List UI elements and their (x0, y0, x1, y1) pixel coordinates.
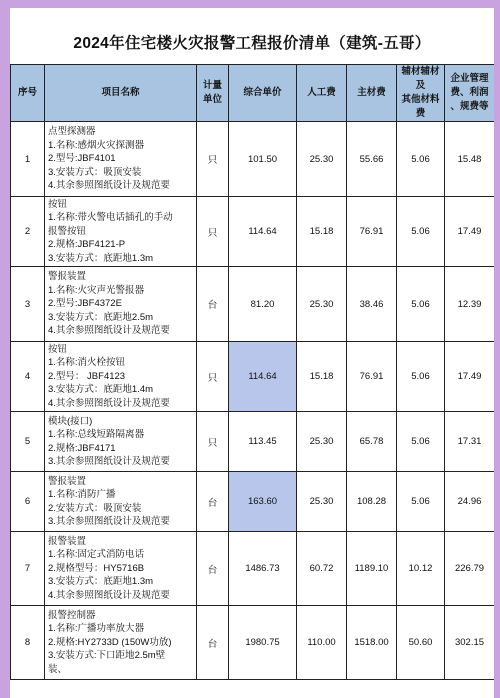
cell-name (45, 472, 197, 532)
cell-price: 114.64 (229, 197, 297, 267)
header-unit (197, 65, 229, 122)
cell-no: 7 (11, 532, 45, 606)
cell-material: 65.78 (347, 412, 397, 472)
cell-material: 108.28 (347, 472, 397, 532)
item-description-line: 1.名称:感烟火灾探测器 (48, 139, 145, 151)
cell-price: 101.50 (229, 122, 297, 197)
item-description-line: 2.型号:JBF4372E (48, 298, 122, 310)
cell-name (45, 267, 197, 342)
cell-unit: 台 (197, 267, 229, 342)
cell-aux: 5.06 (397, 267, 445, 342)
table-row (11, 532, 495, 606)
table-row (11, 472, 495, 532)
cell-no: 6 (11, 472, 45, 532)
cell-price: 163.60 (229, 472, 297, 532)
cell-price: 81.20 (229, 267, 297, 342)
cell-aux: 5.06 (397, 342, 445, 412)
table-row (11, 606, 495, 680)
cell-material: 1518.00 (347, 606, 397, 680)
cell-mgmt: 15.48 (445, 122, 495, 197)
header-aux (397, 65, 445, 122)
cell-aux: 5.06 (397, 412, 445, 472)
cell-name (45, 606, 197, 680)
item-description-line: 1.名称:火灾声光警报器 (48, 284, 145, 296)
cell-mgmt: 226.79 (445, 532, 495, 606)
item-description-line: 2.型号： JBF4123 (48, 370, 126, 382)
item-description-line: 3.安装方式:下口距地2.5m壁 (48, 650, 166, 662)
cell-no: 4 (11, 342, 45, 412)
item-description-line: 2.规格:HY2733D (150W功放) (48, 636, 172, 648)
cell-labor: 110.00 (297, 606, 347, 680)
cell-material: 55.66 (347, 122, 397, 197)
cell-price: 114.64 (229, 342, 297, 412)
cell-mgmt: 17.49 (445, 342, 495, 412)
cell-name (45, 412, 197, 472)
item-description-line: 3.安装方式：底距地1.3m (48, 576, 154, 588)
header-unit-line1: 计量 (202, 80, 222, 91)
cell-name (45, 122, 197, 197)
header-aux-line1: 辅材辅材及 (401, 66, 440, 91)
item-description-line: 3.安装方式：底距地1.3m (48, 252, 154, 264)
table-row (11, 197, 495, 267)
item-description-line: 1.名称:带火警电话插孔的手动 (48, 212, 173, 224)
header-mgmt-line2: 费、利润 (450, 87, 489, 98)
cell-unit: 只 (197, 197, 229, 267)
cell-labor: 25.30 (297, 412, 347, 472)
item-description-line: 装、 (48, 663, 68, 675)
cell-labor: 25.30 (297, 267, 347, 342)
cell-unit: 台 (197, 532, 229, 606)
item-description-line: 1.名称:总线短路隔离器 (48, 429, 145, 441)
cell-material: 38.46 (347, 267, 397, 342)
cell-unit: 只 (197, 122, 229, 197)
header-labor: 人工费 (297, 65, 347, 122)
table-header-row (11, 65, 495, 122)
item-description-line: 模块(接口) (48, 415, 93, 427)
cell-unit: 台 (197, 606, 229, 680)
item-description-line: 4.其余参照图纸设计及规范要 (48, 589, 170, 601)
cell-price: 1980.75 (229, 606, 297, 680)
cell-unit: 只 (197, 412, 229, 472)
cell-aux: 5.06 (397, 472, 445, 532)
cell-price: 1486.73 (229, 532, 297, 606)
quotation-table (10, 64, 494, 680)
cell-aux: 5.06 (397, 197, 445, 267)
item-description-line: 4.其余参照图纸设计及规范要 (48, 325, 170, 337)
item-description-line: 警报装置 (48, 271, 87, 283)
item-description-line: 2.规格型号：HY5716B (48, 562, 145, 574)
item-description-line: 2.安装方式：吸顶安装 (48, 502, 142, 514)
item-description-line: 3.其余参照图纸设计及规范要 (48, 455, 170, 467)
item-description-line: 4.其余参照图纸设计及规范要 (48, 397, 170, 409)
item-description-line: 3.安装方式：吸顶安装 (48, 166, 142, 178)
cell-price: 113.45 (229, 412, 297, 472)
header-mgmt (445, 65, 495, 122)
table-body (11, 122, 495, 680)
item-description-line: 2.规格:JBF4121-P (48, 239, 126, 251)
item-description-line: 按钮 (48, 198, 68, 210)
quotation-sheet (10, 8, 494, 698)
item-description-line: 4.其余参照图纸设计及规范要 (48, 180, 170, 192)
cell-material: 76.91 (347, 342, 397, 412)
item-description-line: 3.其余参照图纸设计及规范要 (48, 515, 170, 527)
cell-labor: 60.72 (297, 532, 347, 606)
table-row (11, 342, 495, 412)
header-no: 序号 (11, 65, 45, 122)
item-description-line: 点型探测器 (48, 126, 96, 138)
cell-mgmt: 17.31 (445, 412, 495, 472)
header-unit-line2: 单位 (202, 94, 222, 105)
cell-labor: 15.18 (297, 342, 347, 412)
cell-mgmt: 24.96 (445, 472, 495, 532)
cell-no: 2 (11, 197, 45, 267)
header-name: 项目名称 (45, 65, 197, 122)
header-material: 主材费 (347, 65, 397, 122)
cell-aux: 50.60 (397, 606, 445, 680)
item-description-line: 2.型号:JBF4101 (48, 153, 116, 165)
item-description-line: 3.安装方式：底距地1.4m (48, 384, 154, 396)
cell-name (45, 197, 197, 267)
cell-mgmt: 12.39 (445, 267, 495, 342)
cell-no: 8 (11, 606, 45, 680)
cell-mgmt: 302.15 (445, 606, 495, 680)
item-description-line: 报警按钮 (48, 225, 87, 237)
item-description-line: 1.名称:消火栓按钮 (48, 357, 126, 369)
header-mgmt-line3: 、规费等 (450, 101, 489, 112)
cell-no: 3 (11, 267, 45, 342)
item-description-line: 按钮 (48, 343, 68, 355)
item-description-line: 报警控制器 (48, 609, 96, 621)
cell-no: 1 (11, 122, 45, 197)
cell-labor: 25.30 (297, 472, 347, 532)
cell-aux: 10.12 (397, 532, 445, 606)
header-aux-line2: 其他材料费 (401, 94, 440, 119)
item-description-line: 1.名称:固定式消防电话 (48, 549, 145, 561)
cell-no: 5 (11, 412, 45, 472)
cell-unit: 只 (197, 342, 229, 412)
cell-material: 76.91 (347, 197, 397, 267)
table-row (11, 122, 495, 197)
cell-mgmt: 17.49 (445, 197, 495, 267)
item-description-line: 2.规格:JBF4171 (48, 442, 116, 454)
table-row (11, 412, 495, 472)
page-title: 2024年住宅楼火灾报警工程报价清单（建筑-五哥） (73, 35, 431, 52)
cell-material: 1189.10 (347, 532, 397, 606)
cell-name (45, 532, 197, 606)
table-row (11, 267, 495, 342)
cell-unit: 台 (197, 472, 229, 532)
cell-aux: 5.06 (397, 122, 445, 197)
item-description-line: 报警装置 (48, 535, 87, 547)
cell-name (45, 342, 197, 412)
item-description-line: 1.名称:广播功率放大器 (48, 623, 145, 635)
cell-labor: 25.30 (297, 122, 347, 197)
header-mgmt-line1: 企业管理 (450, 73, 489, 84)
cell-labor: 15.18 (297, 197, 347, 267)
item-description-line: 警报装置 (48, 475, 87, 487)
header-price: 综合单价 (229, 65, 297, 122)
item-description-line: 1.名称:消防广播 (48, 489, 116, 501)
item-description-line: 3.安装方式：底距地2.5m (48, 311, 154, 323)
